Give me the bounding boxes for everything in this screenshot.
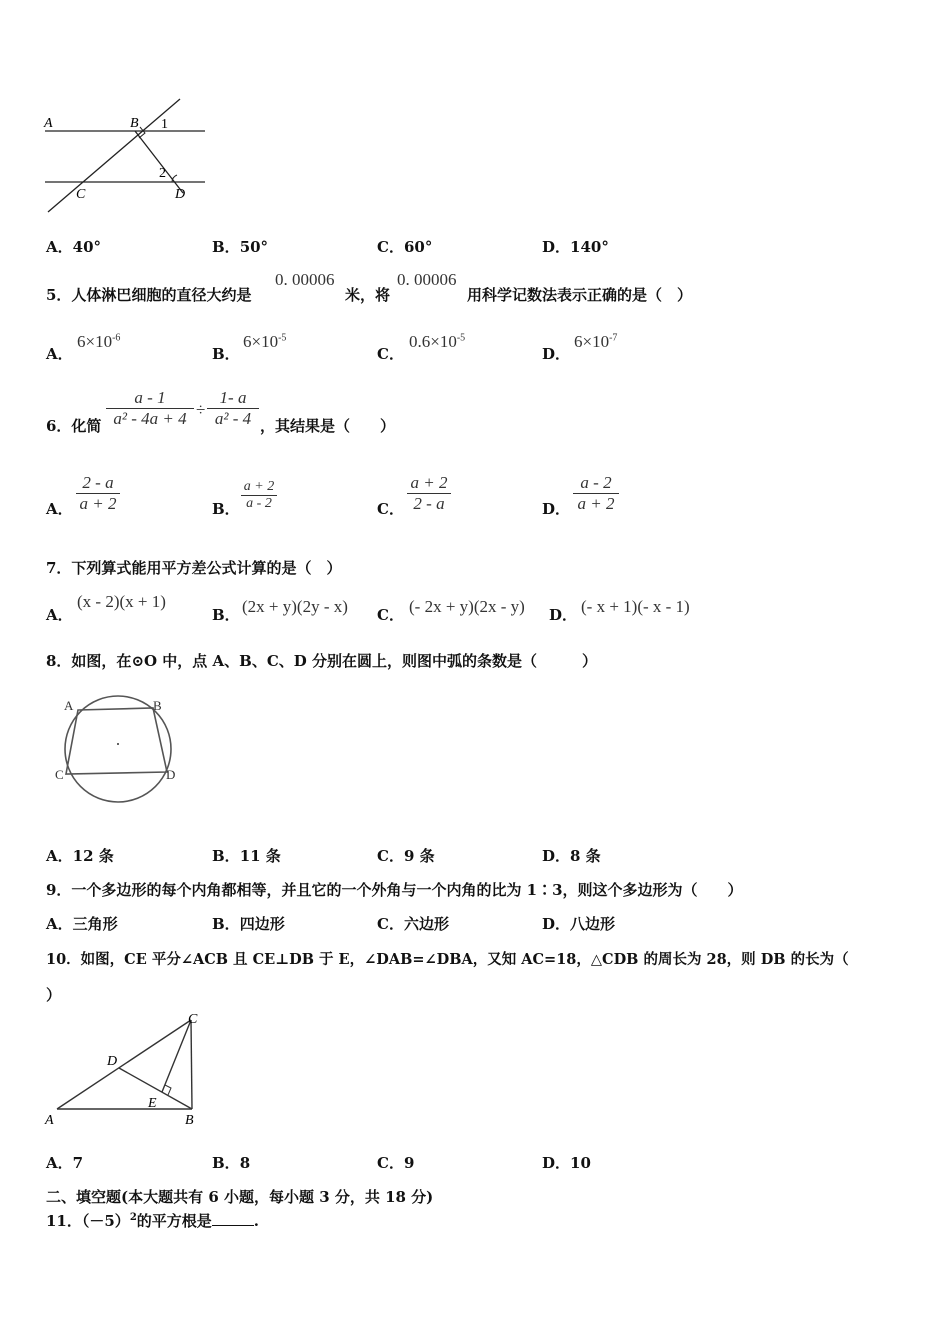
q6-stem-prefix: 6．化简 [46,417,102,435]
label-c: C [76,187,86,202]
q6-divide-sign: ÷ [196,400,206,419]
q6-option-a[interactable]: A． [46,500,73,518]
q5-option-a-expr: $6\times 10^{-6}$ [77,332,121,351]
line-bd [135,131,183,193]
q7-option-a-expr: (x - 2)(x + 1) [77,592,166,611]
q6-option-c-frac: a + 2 2 - a [407,473,451,514]
q6-fraction-1-num: a - 1 [134,388,166,407]
q11-exponent: 2 [129,1212,137,1223]
q6-option-a-frac: 2 - a a + 2 [76,473,120,514]
q7-stem: 7．下列算式能用平方差公式计算的是（ ） [46,559,342,577]
q6-option-d[interactable]: D． [542,500,571,518]
q4-option-a[interactable]: A．40° [46,238,102,256]
q9-option-d[interactable]: D．八边形 [542,915,616,933]
q10-stem-line1: 10．如图，CE 平分∠ACB 且 CE⊥DB 于 E，∠DAB=∠DBA，又知 AC=18，△CDB 的周长为 28，则 DB 的长为（ [46,951,849,968]
label-d: D [107,1054,118,1069]
q7-option-c[interactable]: C． [377,606,404,624]
q10-option-b[interactable]: B．8 [212,1154,251,1172]
label-a: A [45,1113,54,1128]
q5-stem-middle: 米，将 [345,286,391,304]
q10-triangle-figure [40,1010,215,1130]
q8-option-b[interactable]: B．11 条 [212,847,281,865]
label-angle-1: 1 [161,117,168,132]
label-c: C [188,1012,198,1027]
q6-fraction-2-den: a² - 4 [214,409,252,428]
q5-option-c-expr: $0.6\times 10^{-5}$ [409,332,466,351]
q4-parallel-lines-figure [40,95,210,220]
center-point-o [117,743,119,745]
q7-option-b-expr: (2x + y)(2y - x) [242,597,348,616]
q4-option-c[interactable]: C．60° [377,238,433,256]
q11-end: . [253,1212,260,1230]
q6-fraction-1-den: a² - 4a + 4 [113,409,187,428]
q9-option-a[interactable]: A．三角形 [46,915,118,933]
segment-ce [162,1020,191,1092]
q6-option-b[interactable]: B． [212,500,240,518]
label-angle-2: 2 [159,166,166,181]
q10-option-d[interactable]: D．10 [542,1154,591,1172]
q10-option-a[interactable]: A．7 [46,1154,84,1172]
q7-option-b[interactable]: B． [212,606,240,624]
label-a: A [44,116,53,131]
q5-stem-suffix: 用科学记数法表示正确的是（ ） [467,286,693,304]
q6-option-b-frac: a + 2 a - 2 [241,479,277,512]
q5-stem-prefix: 5．人体淋巴细胞的直径大约是 [46,286,252,304]
label-e: E [148,1096,157,1111]
right-angle-mark [165,1085,171,1095]
q11-prefix: 11．（－5） [46,1212,130,1230]
q9-stem: 9．一个多边形的每个内角都相等，并且它的一个外角与一个内角的比为 1∶3，则这个多边形为（ ） [46,881,743,899]
q5-option-b[interactable]: B． [212,345,240,363]
q6-fraction-2 [207,388,259,429]
q7-option-d-expr: (- x + 1)(- x - 1) [581,597,690,616]
q5-option-b-expr: $6\times 10^{-5}$ [243,332,287,351]
q7-option-a[interactable]: A． [46,606,73,624]
q6-fraction-2-num: 1- a [219,388,247,407]
label-d: D [166,767,176,782]
q6-fraction-1 [106,388,194,429]
q8-option-a[interactable]: A．12 条 [46,847,114,865]
q5-option-a[interactable]: A． [46,345,73,363]
q10-option-c[interactable]: C．9 [377,1154,415,1172]
q5-option-d[interactable]: D． [542,345,571,363]
q5-number-2: 0. 00006 [397,270,457,289]
q5-option-d-expr: $6\times 10^{-7}$ [574,332,618,351]
q5-option-c[interactable]: C． [377,345,404,363]
label-c: C [55,767,64,782]
q11-suffix: 的平方根是 [136,1212,212,1230]
side-ac [57,1020,191,1109]
q8-option-d[interactable]: D．8 条 [542,847,601,865]
side-cb [191,1020,192,1109]
q7-option-c-expr: (- 2x + y)(2x - y) [409,597,525,616]
q6-stem-suffix: ，其结果是（ ） [260,417,396,435]
quadrilateral-abdc [66,708,167,774]
q11-stem [46,1210,259,1231]
q7-option-d[interactable]: D． [549,606,578,624]
q8-circle-figure [50,692,190,810]
label-b: B [130,116,139,131]
q8-option-c[interactable]: C．9 条 [377,847,435,865]
q6-option-c[interactable]: C． [377,500,404,518]
label-d: D [175,187,186,202]
line-bc [48,99,180,212]
q11-answer-blank[interactable] [212,1225,254,1226]
label-b: B [153,698,162,713]
label-a: A [64,698,74,713]
q5-number-1: 0. 00006 [275,270,335,289]
label-b: B [185,1113,194,1128]
section-2-heading: 二、填空题(本大题共有 6 小题，每小题 3 分，共 18 分) [46,1188,434,1206]
angle-2-arc [172,175,177,182]
q9-option-c[interactable]: C．六边形 [377,915,449,933]
q8-stem: 8．如图，在⊙O 中，点 A、B、C、D 分别在圆上，则图中弧的条数是（ ） [46,652,598,670]
q6-option-d-frac: a - 2 a + 2 [573,473,619,514]
q9-option-b[interactable]: B．四边形 [212,915,285,933]
q10-stem-line2: ） [46,986,62,1004]
q4-option-b[interactable]: B．50° [212,238,269,256]
q4-option-d[interactable]: D．140° [542,238,609,256]
